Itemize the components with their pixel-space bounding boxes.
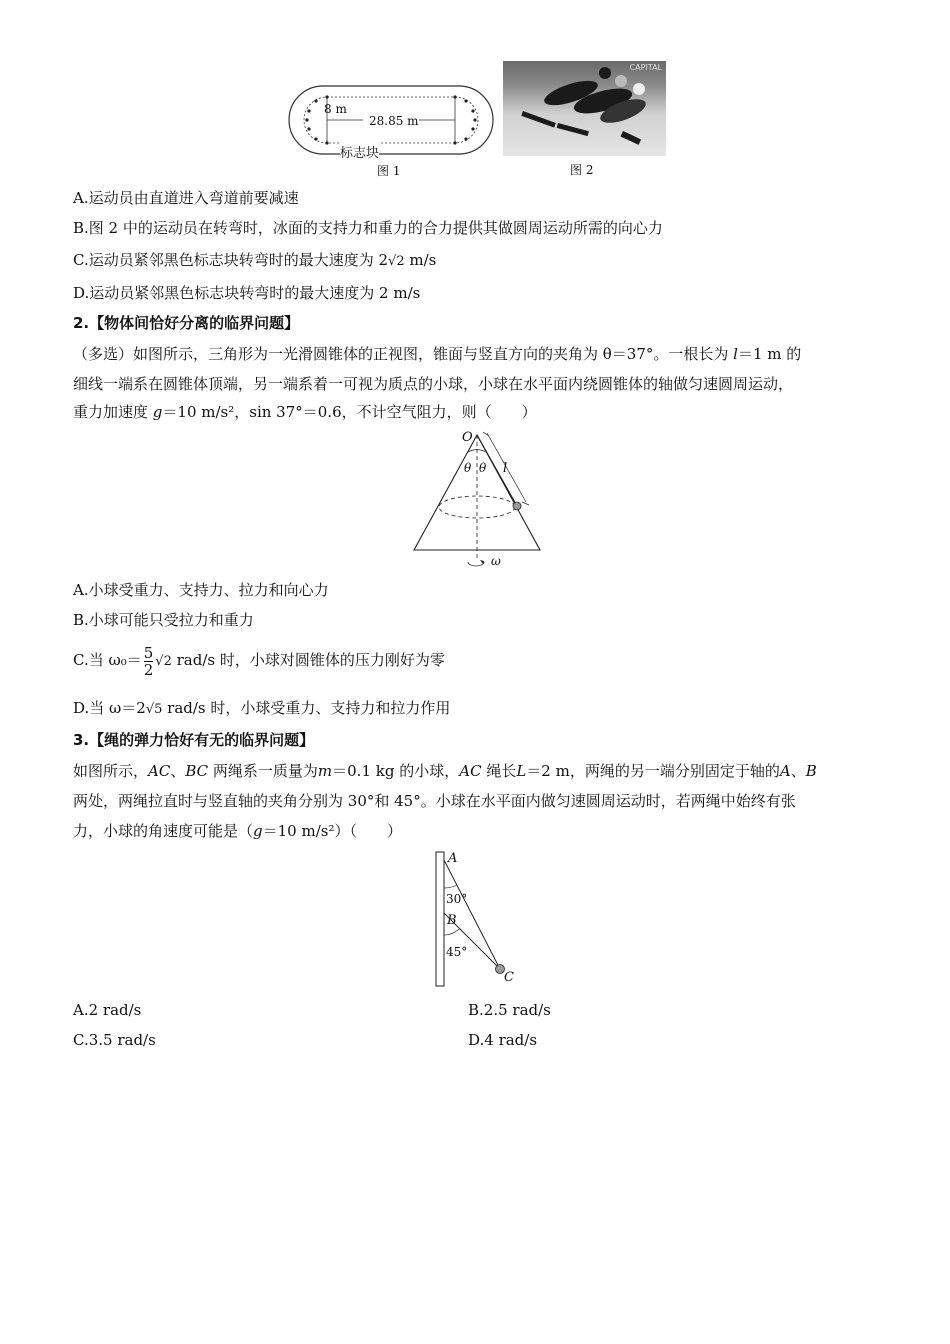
pendulum-label-45: 45° [446, 945, 468, 959]
fig2-caption: 图 2 [570, 163, 594, 177]
cone-label-theta-right: θ [479, 461, 487, 475]
q2-option-c: C.当 ω₀＝ $\frac{5}{2}$ √2 rad/s 时，小球对圆锥体的压力刚好为零 [73, 643, 445, 679]
q3-option-c: C.3.5 rad/s [73, 1031, 156, 1049]
q3-option-a: A.2 rad/s [73, 1001, 142, 1019]
vertical-axis [436, 852, 444, 986]
skating-photo [503, 61, 666, 156]
pendulum-label-b: B [447, 913, 457, 928]
q1-option-b: B.图 2 中的运动员在转弯时，冰面的支持力和重力的合力提供其做圆周运动所需的向心力 [73, 219, 663, 237]
q2-option-d-radical: √5 [145, 702, 163, 717]
photo-banner: CAPITAL [629, 63, 662, 72]
track-dim-long: 28.85 m [369, 114, 419, 128]
cone-diagram [410, 430, 545, 570]
ball [513, 502, 521, 510]
q2-option-b: B.小球可能只受拉力和重力 [73, 611, 254, 629]
fig1-caption: 图 1 [377, 164, 401, 178]
q1-option-a: A.运动员由直道进入弯道前要减速 [73, 189, 299, 207]
q3-stem-line1: 如图所示，AC、BC 两绳系一质量为m＝0.1 kg 的小球，AC 绳长L＝2 m，两绳的另一端分别固定于轴的A、B [73, 762, 817, 780]
cone-label-theta-left: θ [464, 461, 472, 475]
q2-option-c-radical: √2 [155, 654, 172, 669]
pendulum-label-30: 30° [446, 892, 468, 906]
q3-option-d: D.4 rad/s [468, 1031, 538, 1049]
cone-label-l: l [503, 461, 508, 476]
q2-stem-line2: 细线一端系在圆锥体顶端，另一端系着一可视为质点的小球，小球在水平面内绕圆锥体的轴做匀速圆周运动， [73, 375, 794, 393]
q2-heading: 2.【物体间恰好分离的临界问题】 [73, 314, 300, 332]
cone-label-omega: ω [491, 554, 501, 568]
q1-option-c-unit: m/s [404, 251, 437, 269]
cone-label-o: O [462, 430, 473, 445]
track-marker-label: 标志块 [340, 142, 379, 161]
pendulum-label-a: A [448, 851, 458, 866]
q1-option-c [73, 250, 436, 272]
q3-option-b: B.2.5 rad/s [468, 1001, 551, 1019]
skater-figures [521, 67, 648, 145]
q1-option-c-text: C.运动员紧邻黑色标志块转弯时的最大速度为 2 [73, 251, 389, 269]
q2-stem-line1: （多选）如图所示，三角形为一光滑圆锥体的正视图，锥面与竖直方向的夹角为 θ＝37°。一根长为 l＝1 m 的 [73, 345, 802, 363]
track-dim-short: 8 m [324, 102, 347, 116]
pendulum-diagram [430, 850, 525, 990]
q2-option-a: A.小球受重力、支持力、拉力和向心力 [73, 581, 329, 599]
q1-option-c-radical: √2 [388, 254, 405, 269]
q1-option-d: D.运动员紧邻黑色标志块转弯时的最大速度为 2 m/s [73, 284, 421, 302]
q2-stem-line3: 重力加速度 g＝10 m/s²，sin 37°＝0.6，不计空气阻力，则（ ） [73, 403, 537, 421]
q3-stem-line2: 两处，两绳拉直时与竖直轴的夹角分别为 30°和 45°。小球在水平面内做匀速圆周运动时，若两绳中始终有张 [73, 792, 796, 810]
q2-option-c-fraction: $\frac{5}{2}$ [143, 643, 154, 679]
q2-option-d: D.当 ω＝2√5 rad/s 时，小球受重力、支持力和拉力作用 [73, 699, 451, 717]
q3-stem-line3: 力，小球的角速度可能是（g＝10 m/s²）（ ） [73, 822, 402, 840]
q3-heading: 3.【绳的弹力恰好有无的临界问题】 [73, 731, 315, 749]
pendulum-label-c: C [504, 970, 514, 985]
